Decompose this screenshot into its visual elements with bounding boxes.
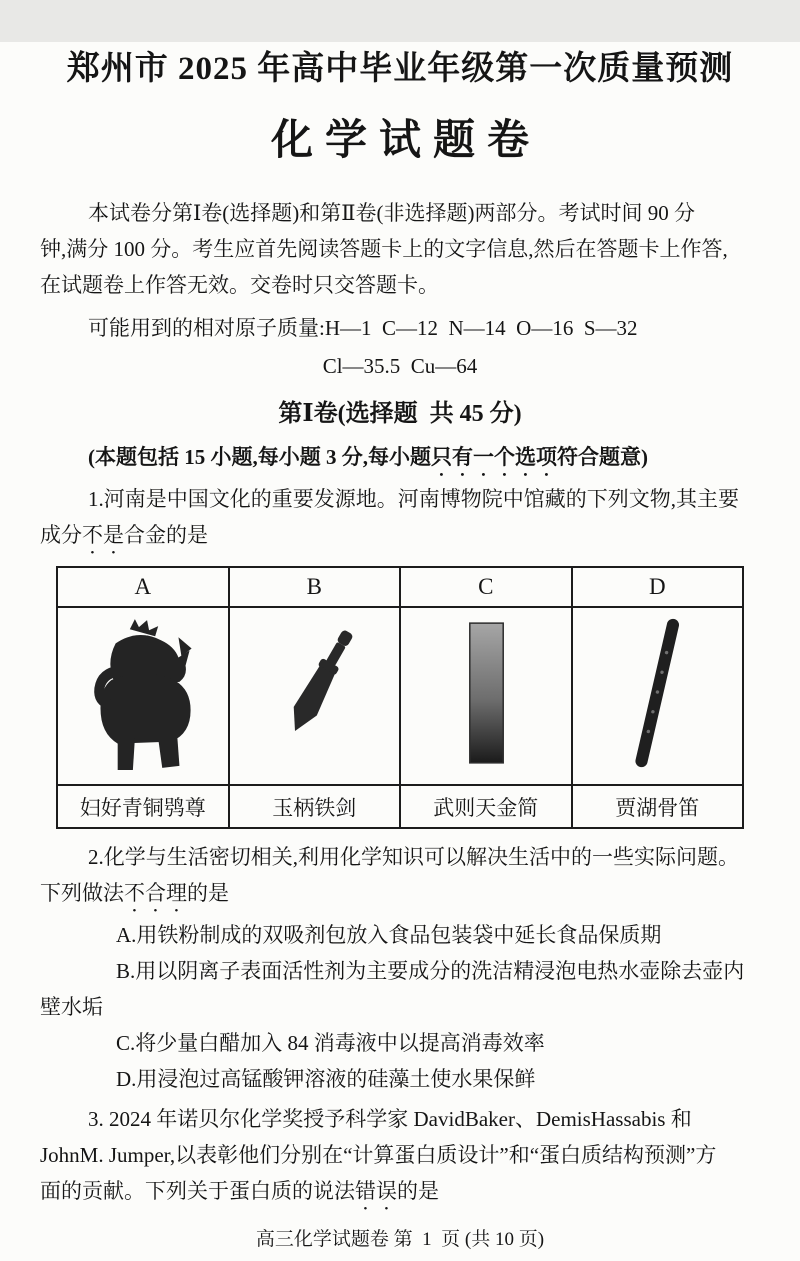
exam-title: 郑州市 2025 年高中毕业年级第一次质量预测: [66, 51, 734, 87]
table-image-cell: [57, 607, 229, 785]
atomic-masses-line: 可能用到的相对原子质量:H—1 C—12 N—14 O—16 S—32: [88, 316, 638, 340]
gold-tablet-image: [420, 613, 552, 775]
option-a: A.用铁粉制成的双吸剂包放入食品包装袋中延长食品保质期: [116, 923, 662, 947]
question-3-emphasized-text: 错误: [355, 1179, 397, 1203]
section-1-note: [40, 439, 760, 481]
question-3-line: JohnM. Jumper,以表彰他们分别在“计算蛋白质设计”和“蛋白质结构预测”方: [40, 1143, 717, 1167]
table-image-row: [57, 607, 743, 785]
table-caption-row: [57, 785, 743, 828]
question-2-line: [40, 875, 760, 917]
instructions-line: 本试卷分第Ⅰ卷(选择题)和第Ⅱ卷(非选择题)两部分。考试时间 90 分: [88, 201, 696, 225]
table-header-cell: A: [57, 567, 229, 607]
artifact-table: [56, 566, 744, 829]
question-3-text: 的是: [397, 1179, 439, 1203]
table-image-cell: [229, 607, 401, 785]
question-2-line: 2.化学与生活密切相关,利用化学知识可以解决生活中的一些实际问题。: [88, 845, 739, 869]
question-3-line: [40, 1173, 760, 1215]
option-c: C.将少量白醋加入 84 消毒液中以提高消毒效率: [116, 1031, 545, 1055]
instructions-line: 钟,满分 100 分。考生应首先阅读答题卡上的文字信息,然后在答题卡上作答,: [40, 237, 728, 261]
table-header-row: [57, 567, 743, 607]
exam-subtitle: 化学试题卷: [270, 118, 541, 164]
bone-flute-image: [591, 613, 723, 775]
atomic-masses: [40, 309, 760, 385]
question-2-text: 的是: [187, 881, 229, 905]
question-3-text: 面的贡献。下列关于蛋白质的说法: [40, 1179, 355, 1203]
owl-bronze-vessel-image: [77, 613, 209, 775]
question-1: [40, 481, 760, 559]
artifact-caption: 妇好青铜鸮尊: [57, 785, 229, 828]
exam-paper-page: [0, 42, 800, 1261]
note-text: (本题包括 15 小题,每小题 3 分,每小题: [88, 445, 431, 469]
question-1-line: [40, 517, 760, 559]
question-1-line: 1.河南是中国文化的重要发源地。河南博物院中馆藏的下列文物,其主要: [88, 487, 739, 511]
table-header-cell: C: [400, 567, 572, 607]
option-b-continuation: 壁水垢: [40, 995, 103, 1019]
section-1-header: 第Ⅰ卷(选择题 共 45 分): [278, 401, 522, 427]
question-3-line: 3. 2024 年诺贝尔化学奖授予科学家 DavidBaker、DemisHassabis 和: [88, 1107, 692, 1131]
jade-handle-iron-sword-image: [248, 613, 380, 775]
table-header-cell: D: [572, 567, 744, 607]
note-text: 符合题意): [557, 445, 648, 469]
question-2-emphasized-text: 不合理: [124, 881, 187, 905]
question-1-text: 合金的是: [124, 523, 208, 547]
atomic-masses-line: Cl—35.5 Cu—64: [322, 354, 478, 378]
instructions-line: 在试题卷上作答无效。交卷时只交答题卡。: [40, 273, 439, 297]
question-3: [40, 1101, 760, 1215]
table-header-cell: B: [229, 567, 401, 607]
artifact-caption: 贾湖骨笛: [572, 785, 744, 828]
page-footer: 高三化学试题卷 第 1 页 (共 10 页): [255, 1229, 545, 1250]
option-b: B.用以阴离子表面活性剂为主要成分的洗洁精浸泡电热水壶除去壶内: [116, 959, 745, 983]
artifact-caption: 武则天金简: [400, 785, 572, 828]
artifact-caption: 玉柄铁剑: [229, 785, 401, 828]
exam-instructions: [40, 195, 760, 303]
question-2-text: 下列做法: [40, 881, 124, 905]
table-image-cell: [400, 607, 572, 785]
question-1-text: 成分: [40, 523, 82, 547]
question-2: [40, 839, 760, 1097]
note-emphasized-text: 只有一个选项: [431, 445, 557, 469]
question-1-emphasized-text: 不是: [82, 523, 124, 547]
option-d: D.用浸泡过高锰酸钾溶液的硅藻土使水果保鲜: [116, 1067, 536, 1091]
table-image-cell: [572, 607, 744, 785]
